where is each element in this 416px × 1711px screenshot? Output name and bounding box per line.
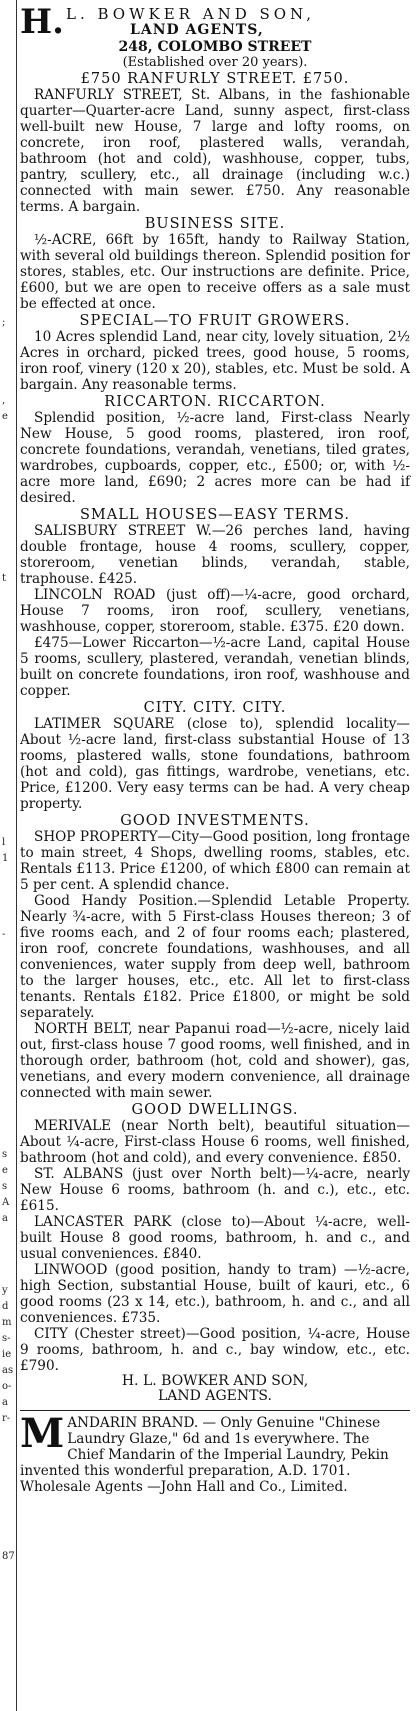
margin-fragment: a	[2, 1397, 8, 1408]
firm-address: 248, COLOMBO STREET	[118, 39, 312, 55]
listing-body: LINCOLN ROAD (just off)—¼-acre, good orchard, House 7 rooms, iron roof, scullery, venetians, washhouse, copper, storeroom, stable. £375. £20 down.	[20, 587, 410, 635]
listing-heading: SPECIAL—TO FRUIT GROWERS.	[79, 313, 351, 329]
margin-fragment: l	[2, 837, 6, 848]
margin-fragment: as	[2, 1365, 14, 1376]
firm-name: L. BOWKER AND SON,	[66, 5, 315, 23]
listing	[20, 394, 410, 506]
listing-body: LANCASTER PARK (close to)—About ¼-acre, well-built House 8 good rooms, bathroom, h. and c., and usual conveniences. £840.	[20, 1214, 410, 1262]
listing	[20, 1166, 410, 1214]
listing	[20, 71, 410, 215]
listing-body: ST. ALBANS (just over North belt)—¼-acre, nearly New House 6 rooms, bathroom (h. and c.), etc., etc. £615.	[20, 1166, 410, 1214]
listing-body: LINWOOD (good position, handy to tram) —½-acre, high Section, substantial House, built of kauri, etc., 6 good rooms (23 x 14, etc.), bathroom, h. and c., and all conveniences. £735.	[20, 1262, 410, 1326]
listing	[20, 313, 410, 393]
listing-body: 10 Acres splendid Land, near city, lovely situation, 2½ Acres in orchard, picked trees, good house, 5 rooms, iron roof, vinery (120 x 20), stables, etc. Must be sold. A bargain. Any reasonable terms.	[20, 329, 410, 393]
listing	[20, 1262, 410, 1326]
listing-body: SALISBURY STREET W.—26 perches land, having double frontage, house 4 rooms, scullery, copper, storeroom, venetian blinds, verandah, stable, traphouse. £425.	[20, 523, 410, 587]
listing	[20, 635, 410, 699]
margin-fragment: s-	[2, 1333, 11, 1344]
margin-fragment: 1	[2, 853, 9, 864]
listing-body: RANFURLY STREET, St. Albans, in the fashionable quarter—Quarter-acre Land, sunny aspect, first-class well-built new House, 7 large and lofty rooms, on concrete, iron roof, plastered walls, verandah, bathroom (hot and cold), washhouse, copper, tubs, pantry, scullery, etc., all drainage (including w.c.) connected with main sewer. £750. Any reasonable terms. A bargain.	[20, 87, 410, 215]
footer-firm-title: LAND AGENTS.	[158, 1388, 272, 1404]
margin-fragment: a	[2, 1213, 8, 1224]
listing	[20, 1214, 410, 1262]
listing-body: £475—Lower Riccarton—½-acre Land, capital House 5 rooms, scullery, plastered, verandah, venetian blinds, built on concrete foundations, iron roof, washhouse and copper.	[20, 635, 410, 699]
margin-fragment: e	[2, 411, 8, 422]
margin-fragments	[2, 0, 14, 1711]
mandarin-ad-body: ANDARIN BRAND. — Only Genuine "Chinese Laundry Glaze," 6d and 1s everywhere. The Chief Mandarin of the Imperial Laundry, Pekin invented this wonderful preparation, A.D. 1701. Wholesale Agents —John Hall and Co., Limited.	[20, 1415, 389, 1495]
listing-body: ½-ACRE, 66ft by 165ft, handy to Railway Station, with several old buildings thereon. Splendid position for stores, stables, etc. Our instructions are definite. Price, £600, but we are open to receive offers as a sale must be effected at once.	[20, 232, 410, 312]
margin-fragment: o-	[2, 1381, 12, 1392]
listing-heading: SMALL HOUSES—EASY TERMS.	[79, 507, 351, 523]
mandarin-brand-ad	[20, 1410, 410, 1495]
listing	[20, 587, 410, 635]
listing	[20, 893, 410, 1021]
listings	[20, 71, 410, 1374]
listing-heading: £750 RANFURLY STREET. £750.	[80, 71, 350, 87]
listing	[20, 1326, 410, 1374]
firm-title: LAND AGENTS,	[130, 22, 264, 38]
margin-fragment: ;	[2, 317, 6, 328]
header-initial: H.	[20, 2, 64, 42]
advertisement-divider	[20, 1410, 410, 1411]
margin-fragment: m	[2, 1317, 12, 1328]
margin-fragment: d	[2, 1301, 9, 1312]
listing-body: LATIMER SQUARE (close to), splendid locality—About ½-acre land, first-class substantial House of 13 rooms, plastered walls, stone foundations, bathroom (hot and cold), gas fittings, wardrobe, venetians, etc. Price, £1200. Very easy terms can be had. A very cheap property.	[20, 716, 410, 812]
margin-fragment: ,	[2, 395, 6, 406]
listing-body: NORTH BELT, near Papanui road—½-acre, nicely laid out, first-class house 7 good rooms, well finished, and in thorough order, bathroom (hot, cold and shower), gas, venetians, and every modern convenience, all drainage connected with main sewer.	[20, 1021, 410, 1101]
margin-fragment: t	[2, 573, 7, 584]
margin-fragment: ie	[2, 1349, 12, 1360]
listing	[20, 1021, 410, 1101]
advertisement-column	[20, 2, 410, 1495]
margin-fragment: s	[2, 1149, 8, 1160]
listing-body: Splendid position, ½-acre land, First-class Nearly New House, 5 good rooms, plastered, iron roof, concrete foundations, verandah, venetians, tiled grates, wardrobes, cupboards, copper, etc., £500; or, with ½-acre more land, £690; 2 acres more can be had if desired.	[20, 410, 410, 506]
listing	[20, 700, 410, 812]
listing	[20, 216, 410, 312]
listing	[20, 813, 410, 893]
listing-body: Good Handy Position.—Splendid Letable Property. Nearly ¾-acre, with 5 First-class Houses thereon; 3 of five rooms each, and 2 of four rooms each; plastered, iron roof, concrete foundations, washhouses, and all conveniences, water supply from deep well, bathroom to the larger houses, etc., etc. All let to first-class tenants. Rentals £182. Price £1800, or might be sold separately.	[20, 893, 410, 1021]
margin-fragment: e	[2, 1165, 8, 1176]
listing-body: SHOP PROPERTY—City—Good position, long frontage to main street, 4 Shops, dwelling rooms, stables, etc. Rentals £113. Price £1200, of which £800 can remain at 5 per cent. A splendid chance.	[20, 829, 410, 893]
drop-cap: M	[20, 1410, 65, 1457]
listing-body: CITY (Chester street)—Good position, ¼-acre, House 9 rooms, bathroom, h. and c., bay window, etc., etc. £790.	[20, 1326, 410, 1374]
listing-heading: RICCARTON. RICCARTON.	[104, 394, 326, 410]
listing-heading: BUSINESS SITE.	[144, 216, 286, 232]
footer-firm-name: H. L. BOWKER AND SON,	[121, 1373, 309, 1389]
listing	[20, 1102, 410, 1166]
margin-fragment: -	[2, 929, 6, 940]
listing-body: MERIVALE (near North belt), beautiful situation—About ¼-acre, First-class House 6 rooms, well finished, bathroom (hot and cold), and every convenience. £850.	[20, 1118, 410, 1166]
listing-heading: CITY. CITY. CITY.	[143, 700, 287, 716]
margin-fragment: A	[2, 1197, 10, 1208]
listing-heading: GOOD DWELLINGS.	[131, 1102, 299, 1118]
margin-fragment: r-	[2, 1413, 11, 1424]
listing	[20, 507, 410, 587]
advertiser-header	[20, 2, 410, 42]
established-note: (Established over 20 years).	[122, 55, 308, 70]
margin-fragment: 87	[2, 1551, 15, 1562]
margin-fragment: s	[2, 1181, 8, 1192]
column-rule	[16, 0, 17, 1711]
listing-heading: GOOD INVESTMENTS.	[120, 813, 310, 829]
margin-fragment: y	[2, 1285, 8, 1296]
